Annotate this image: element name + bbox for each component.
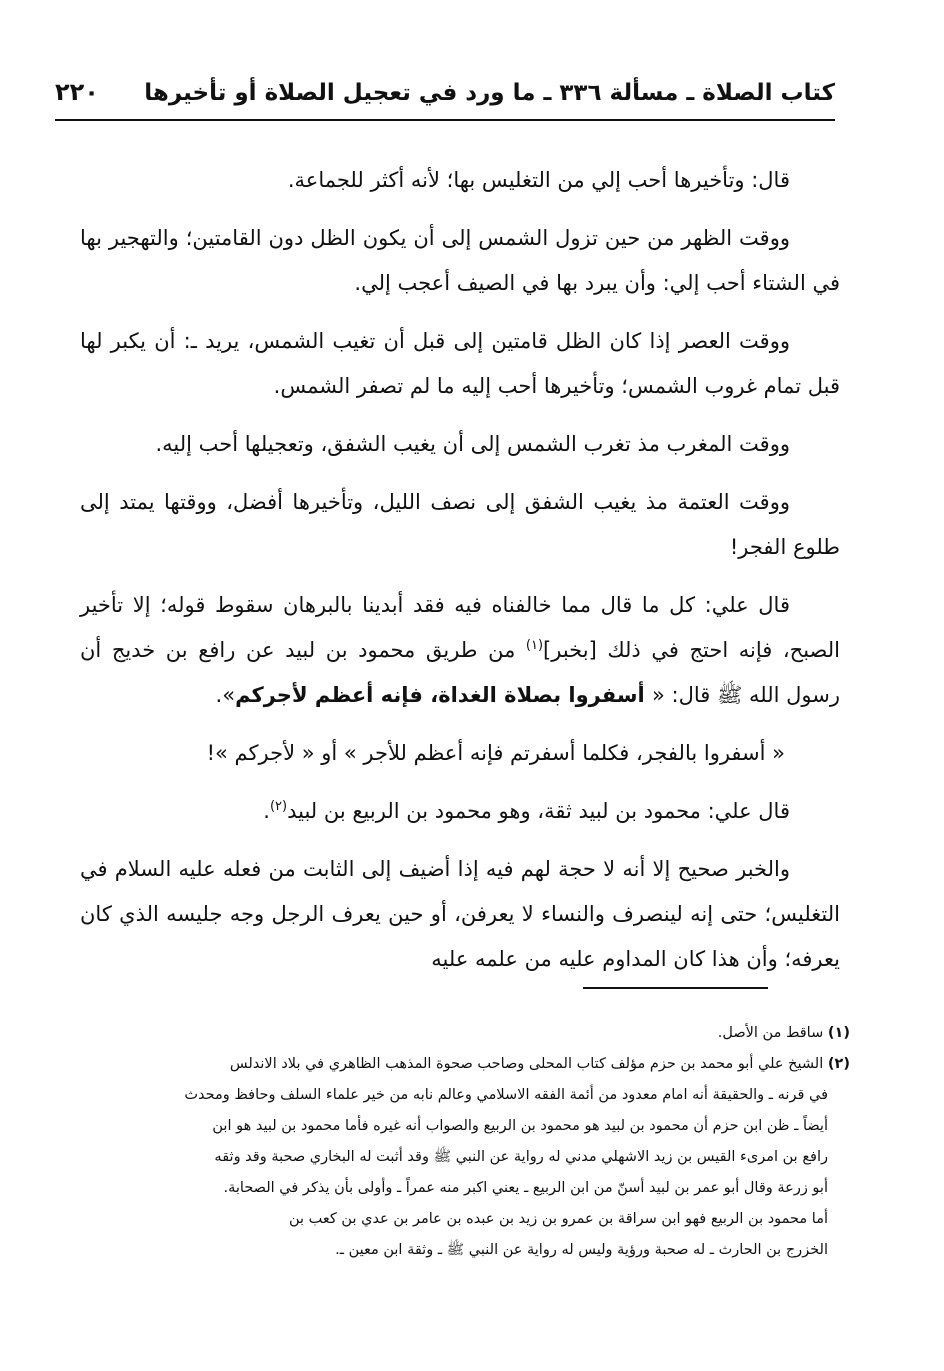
paragraph: ووقت العصر إذا كان الظل قامتين إلى قبل أن تغيب الشمس، يريد ـ: أن يكبر لها قبل تمام غروب الشمس؛ وتأخيرها أحب إليه ما لم تصفر الشمس.: [80, 329, 840, 398]
footnote-text: الشيخ علي أبو محمد بن حزم مؤلف كتاب المحلى وصاحب صحوة المذهب الظاهري في بلاد الاندلس: [229, 1056, 828, 1072]
page-number: ٢٢٠: [55, 78, 99, 106]
paragraph: ووقت المغرب مذ تغرب الشمس إلى أن يغيب الشفق، وتعجيلها أحب إليه.: [155, 432, 790, 456]
footnote-1: [75, 1018, 850, 1049]
footnotes: [75, 1018, 850, 1266]
header-title: كتاب الصلاة ـ مسألة ٣٣٦ ـ ما ورد في تعجيل الصلاة أو تأخيرها: [144, 80, 835, 106]
footnote-line: أما محمود بن الربيع فهو ابن سراقة بن عمرو بن زيد بن عبده بن عامر بن عدي بن كعب بن: [288, 1211, 828, 1227]
quote-paragraph: « أسفروا بالفجر، فكلما أسفرتم فإنه أعظم للأجر » أو « لأجركم »!: [206, 741, 785, 765]
paragraph: ووقت العتمة مذ يغيب الشفق إلى نصف الليل، وتأخيرها أفضل، ووقتها يمتد إلى طلوع الفجر!: [80, 490, 840, 559]
footnote-line: [75, 1049, 850, 1080]
text-run: من طريق محمود بن لبيد عن رافع بن خديج أن رسول الله ﷺ قال: «: [80, 638, 840, 707]
paragraph: قال: وتأخيرها أحب إلي من التغليس بها؛ لأنه أكثر للجماعة.: [287, 168, 790, 192]
footnote-ref-2[interactable]: (٢): [269, 799, 288, 814]
text-run: ».: [215, 683, 236, 707]
footnote-2: [75, 1049, 850, 1266]
running-header: [55, 72, 835, 116]
footnote-line: رافع بن امرىء القيس بن زيد الاشهلي مدني له رواية عن النبي ﷺ وقد أثبت له البخاري صحبة وقد وثقه: [214, 1149, 828, 1165]
footnote-ref-1[interactable]: (١): [525, 638, 544, 653]
footnote-text: ساقط من الأصل.: [717, 1025, 828, 1041]
footnote-number: (٢): [827, 1056, 850, 1072]
text-run: .: [263, 799, 270, 823]
footnote-line: أبو زرعة وقال أبو عمر بن لبيد أسنّ من ابن الربيع ـ يعني اكبر منه عمراً ـ وأولى بأن يذكر في الصحابة.: [223, 1180, 828, 1196]
paragraph: [80, 789, 840, 834]
paragraph: [80, 583, 840, 718]
header-divider: [55, 119, 835, 121]
paragraph: والخبر صحيح إلا أنه لا حجة لهم فيه إذا أضيف إلى الثابت من فعله عليه السلام في التغليس؛ حتى إنه لينصرف والنساء لا يعرفن، أو حين يعرف الرجل وجه جليسه الذي كان يعرفه؛ وأن هذا كان المداوم عليه من علمه عليه: [80, 857, 840, 971]
footnote-line: الخزرج بن الحارث ـ له صحبة ورؤية وليس له رواية عن النبي ﷺ ـ وثقة ابن معين ـ.: [335, 1242, 828, 1258]
text-run: قال علي: محمود بن لبيد ثقة، وهو محمود بن الربيع بن لبيد: [287, 799, 790, 823]
hadith-quote: أسفروا بصلاة الغداة، فإنه أعظم لأجركم: [235, 683, 653, 707]
footnote-line: في قرنه ـ والحقيقة أنه امام معدود من أئمة الفقه الاسلامي وعالم نابه من خير علماء السلف وحافظ ومحدث: [184, 1087, 828, 1103]
text-run: قال علي: كل ما قال مما خالفناه فيه فقد أبدينا بالبرهان سقوط قوله؛ إلا تأخير الصبح، فإنه احتج في ذلك [بخبر]: [80, 593, 840, 662]
footnote-divider: [583, 987, 768, 989]
footnote-line: أيضاً ـ ظن ابن حزم أن محمود بن لبيد هو محمود بن الربيع والصواب أنه غيره فأما محمود بن لبيد هو ابن: [212, 1118, 828, 1134]
footnote-number: (١): [827, 1025, 850, 1041]
paragraph: ووقت الظهر من حين تزول الشمس إلى أن يكون الظل دون القامتين؛ والتهجير بها في الشتاء أحب إلي: وأن يبرد بها في الصيف أعجب إلي.: [80, 226, 840, 295]
main-text: [80, 158, 840, 995]
